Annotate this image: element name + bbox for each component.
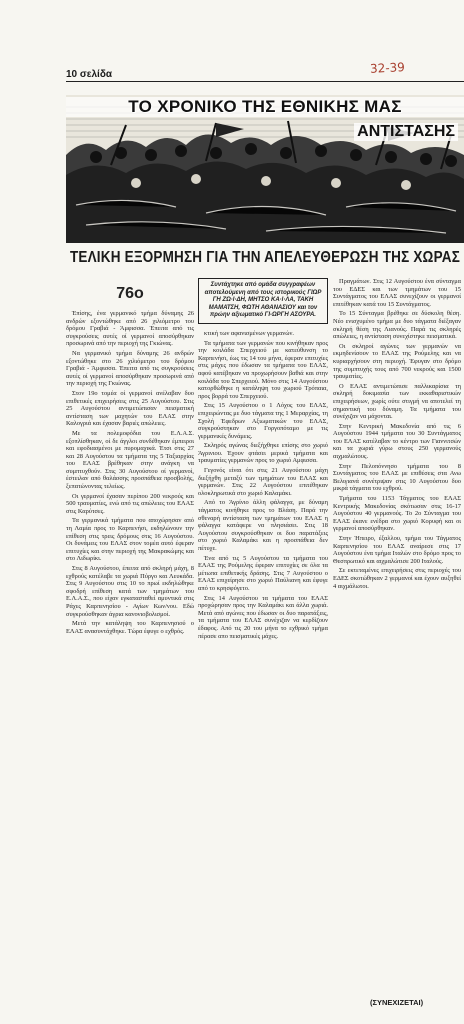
series-title: ΤΟ ΧΡΟΝΙΚΟ ΤΗΣ ΕΘΝΙΚΗΣ ΜΑΣ (66, 97, 464, 117)
article-paragraph: Έπίσης, ένα γερμανικό τμήμα δύναμης 26 ανδρών εξοντώθηκε από 26 χιλιόμετρο του δρόμου Γραβιά - Άμφισσα. Έπειτα από τις συγκρούσεις αυτές οί γερμανοί αποσύρθηκαν προσωρινά από την περιοχή της Γκιώνας. (66, 310, 194, 348)
article-paragraph: Στον 19ο τομέα οί γερμανοί ανέλαβαν δυο επιθετικές επιχειρήσεις στις 25 Αυγούστου. Στις 25 Αυγούστου αντιμετώπισαν πεισματική αντίσταση των μαχητών του ΕΛΑΣ στην Καλογριά και έχασαν βαριές απώλειες. (66, 389, 194, 428)
article-paragraph: Οι σκληροί αγώνες των γερμανών να εκμηδενίσουν το ΕΛΑΣ της Ρούμελης και να κυριαρχήσουν στη περιοχή. Έφυγαν στο δρόμο της συμπτυχής τους από 700 νεκρούς και 1500 τραυματίες. (333, 342, 461, 381)
article-paragraph: Στην Ήπειρο, έξαλλου, τμήμα του Τάγματος Καρπενησίου του ΕΛΑΣ αναίρεσε στις 17 Αυγούστου ένα τμήμα Ιταλών στο δρόμο προς το Θεσπρωτικό και αιχμαλώτισε 200 Ιταλούς. (333, 535, 461, 565)
series-subtitle: ΑΝΤΙΣΤΑΣΗΣ (354, 123, 458, 141)
article-paragraph: Στην Πελοπόννησο τμήματα του 8 Συντάγματος του ΕΛΑΣ με επιθέσεις στα Ανω Βελιγιανά συνέτριψαν στις 10 Αυγούστου δυο μικρά τάγματα του εχθρού. (333, 462, 461, 493)
banner-illustration (66, 95, 464, 243)
article-paragraph: Τα γερμανικά τμήματα που αποχώρησαν από τη Λαμία προς το Καρπενήσι, εκδηλώνουν την επίθεση στις τρεις δρόμους στις 16 Αυγούστου. Οι δυνάμεις του ΕΛΑΣ στον τομέα αυτό έφεραν επιτυχίες και στην περιοχή της Μακρακώμης και στο Λιδωρίκι. (66, 517, 194, 563)
article-paragraph: Να γερμανικό τμήμα δύναμης 26 ανδρών εξοντώθηκε στο 26 χιλιόμετρο του δρόμου Γραβιά - Άμφισσα. Έπειτα από τις συγκρούσεις αυτές οί γερμανοί αποσύρθηκαν προσωρινά από την περιοχή της Γκιώνας. (66, 349, 194, 388)
article-paragraph: Στις 14 Αυγούστου τα τμήματα του ΕΛΑΣ προχώρησαν προς την Καλαμάκι και άλλα χωριά. Μετά από αγώνες που έδωσαν οι δυο παρατάξεις, τα τμήματα του ΕΛΑΣ συνέχιζαν να κερδίζουν έδαφος. Από τις 20 του μήνα το εχθρικό τμήμα πέρασε απο πεισματικές μάχες. (198, 594, 328, 640)
article-paragraph: Στις 8 Αυγούστου, έπειτα από σκληρή μάχη, 8 εχθρούς κατέλαβε τα χωριά Πύργο και Λευκάδα. Στις 9 Αυγούστου στις 10 το πρωί εκδηλώθηκε σφοδρή επίθεση κατά των τμημάτων του Ε.Λ.Α.Σ., που είχαν εγκατασταθεί αμυντικά στις Ράχες Καρπενησίου - Αγίων Κων/νου. Εδώ συγκρούσθηκαν άγρια κανονιοβολισμοί. (66, 565, 194, 618)
article-paragraph: Το 15 Σύνταγμα βρέθηκε σε δύσκολη θέση. Νέο ενισχυμένο τμήμα με δυο τάγματα διέξαγαν σκληρή θέση της Λιανούς. Παρά τις σκληρές απώλειες, η αντίσταση συνεχίστηκε πεισματικά. (333, 310, 461, 341)
article-paragraph: Ένα από τις 5 Αυγούστου τα τμήματα του ΕΛΑΣ της Ρούμελης έφεραν επιτυχίες σε όλα τα μέτωπα επιθετικής δράσης. Στις 7 Αυγούστου ο ΕΛΑΣ επιχείρησε στο χωριό Παύλιανη και έφυγε από το κρησφύγετο. (198, 554, 328, 592)
article-column-3 (333, 278, 461, 592)
article-headline: ΤΕΛΙΚΗ ΕΞΟΡΜΗΣΗ ΓΙΑ ΤΗΝ ΑΠΕΛΕΥΘΕΡΩΣΗ ΤΗΣ ΧΩΡΑΣ (69, 248, 461, 266)
article-paragraph: Ο ΕΛΑΣ αντιμετώπισε παλλικαρίσια τη σκληρή δοκιμασία των εκκαθαριστικών επιχειρήσεων, χωρίς ούτε στιγμή να αποτελεί τη σημαντική του δύναμη. Τα τμήματα του συνέχιζαν να μάχονται. (333, 382, 461, 421)
article-paragraph: κτική των αφανισμένων γερμανών. (204, 329, 295, 337)
chapter-number: 76ο (116, 285, 144, 302)
article-paragraph: Τα τμήματα των γερμανών που κινήθηκαν προς την κοιλάδα Σπερχειού με κατεύθυνση το Καρπενήσι, έως τις 14 του μήνα, έφεραν επιτυχίες στις μάχες που έδωσαν τα τμήματα του ΕΛΑΣ, αφού κατέβηκαν να προχωρήσουν βαθιά και στην κοιλάδα του Σπερχειού. Μόνο στις 14 Αυγούστου κατορθώθηκε η κατάληψη του χωριού Τρόπαια, προς βορρά του Σπερχειού. (198, 339, 328, 400)
article-paragraph: Τμήματα του 1153 Τάγματος του ΕΛΑΣ Κεντρικής Μακεδονίας σκότωσαν στις 16-17 Αυγούστου 40 γερμανούς. Το 2ο Σύνταγμα του ΕΛΑΣ έκανε ενέδρα στο χωριό Κορυφή και οι γερμανοί αποσύρθηκαν. (333, 495, 461, 533)
article-paragraph: Σε εκτεταμένες επιχειρήσεις στις περιοχές του ΕΔΕΣ σκοτώθηκαν 2 γερμανοί και έχουν αυξηθεί 4 αιχμάλωτοι. (333, 567, 461, 590)
article-column-1 (66, 278, 194, 637)
handwritten-note: 32-39 (369, 60, 406, 76)
crowd-illustration (66, 95, 464, 243)
article-paragraph: Με τα πολεμοφόδια του Ε.Λ.Α.Σ. εξοπλίσθηκαν, οί δε άγγλοι συνδέθηκαν έμπειροι και εφοδιασμένοι με πυρομαχικά. Έτσι στις 27 και 28 Αυγούστου τα τμήματα της 5 Ταξιαρχίας του ΕΛΑΣ βρέθηκαν στην ανάγκη να συμπτυχθούν. Στις 30 Αυγούστου οί γερμανοί, έστειλαν από θαλάσσης προσπάθεια προσβολής, ξεπατώνοντας τελείως. (66, 429, 194, 491)
article-paragraph: Από το Άγρίνιο άλλη φάλαγγα, με δύναμη τάγματος κινήθηκε προς το Βλάση. Παρά την σθεναρή αντίσταση των τμημάτων του ΕΛΑΣ η φάλαγγα κατάφερε να πλησιάσει. Στις 18 Αυγούστου συγκρούσθηκαν οι δυο παρατάξεις στο χωριό Καλαμάκι και η προσπάθεια δεν πέτυχε. (198, 499, 328, 552)
article-paragraph: Στις 15 Αυγούστου ο 1 Λόχος του ΕΛΑΣ, επιχειρώντας με δυο τάγματα της 1 Μεραρχίας, τη Σχολή Έφεδρων Αξιωματικών του ΕΛΑΣ, συγκρούστηκαν στο Γοργοπόταμο με τις γερμανικές δυνάμεις. (198, 402, 328, 440)
article-paragraph: Στην Κεντρική Μακεδονία από τις 6 Αυγούστου 1944 τμήματα του 30 Συντάγματος του ΕΛΑΣ κατέλαβαν το κέντρο των Γιαννιτσών και τα χωριά γύρω στους 250 γερμανούς αιχμαλώτους. (333, 422, 461, 461)
article-paragraph: Μετά την κατάληψη του Καρπενησιού ο ΕΛΑΣ ανασυντάχθηκε. Τώρα έφυγε ο εχθρός. (66, 620, 194, 635)
article-paragraph: Σκληρός αγώνας διεξήχθηκε επίσης στο χωριό Άγρινιου. Έχουν φτάσει μερικά τμήματα και τραυματίες γερμανών προς το χωριό Αμφισσα. (198, 442, 328, 465)
article-column-2 (198, 278, 328, 642)
continued-label: (ΣΥΝΕΧΙΖΕΤΑΙ) (370, 998, 424, 1007)
header-rule (66, 81, 464, 82)
page-number: 10 σελίδα (66, 69, 113, 80)
article-paragraph: Πραγμάτων. Στις 12 Αυγούστου ένα σύνταγμα του ΕΔΕΣ και των τμημάτων του 15 Συντάγματος του ΕΛΑΣ συνεχίζουν οι γερμανοί επιτέθηκαν κατά του 15 Συντάγματος. (333, 278, 461, 308)
article-paragraph: Γεγονός είναι ότι στις 21 Αυγούστου μάχη διεξήχθη μεταξύ των τμημάτων του ΕΛΑΣ και γερμανών. Στις 22 Αυγούστου επιτέθηκαν ολοκληρωτικά στο χωριό Καλαμάκι. (198, 467, 328, 497)
authors-box: Συντάχτηκε από ομάδα συγγραφέων αποτελούμενη από τους ιστορικούς ΓΙΩΡ ΓΗ ΖΩ·Ι·ΔΗ, ΜΗΤΣΟ ΚΑ·Ι·ΛΑ, ΤΑΚΗ ΜΑΜΑΤΣΗ, ΦΩΤΗ ΑΘΑΝΑΣΙΟΥ και τον πρώην αξιωματικό ΓΙ-ΩΡΓΗ ΑΣΟΥΡΑ. (198, 278, 328, 324)
article-paragraph: Οι γερμανοί έχασαν περίπου 200 νεκρούς και 500 τραυματίες, ενώ από τις απώλειες του ΕΛΑΣ στις Καρύτσες. (66, 492, 194, 515)
